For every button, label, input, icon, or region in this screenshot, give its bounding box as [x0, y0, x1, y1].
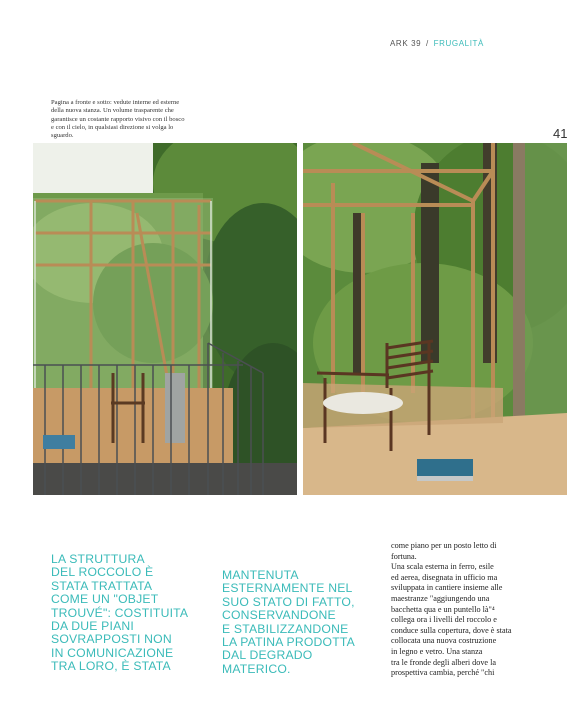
page-number: 41: [553, 126, 568, 141]
pull-quote-second: MANTENUTA ESTERNAMENTE NEL SUO STATO DI FATTO, CONSERVANDONE E STABILIZZANDONE LA PATINA PRODOTTA DAL DEGRADO MATERICO.: [222, 568, 355, 676]
photo-exterior-glass-room: [33, 143, 297, 495]
photo-caption: Pagina a fronte e sotto: vedute interne ed esterne della nuova stanza. Un volume trasparente che garantisce un costante rapporto visivo con il bosco e con il cielo, in qualsiasi direzione si volga lo sguardo.: [51, 99, 185, 140]
pull-quote-first: LA STRUTTURA DEL ROCCOLO È STATA TRATTATA COME UN "OBJET TROUVÉ": COSTITUITA DA DUE PIANI SOVRAPPOSTI NON IN COMUNICAZIONE TRA LORO, È STATA: [51, 552, 189, 674]
interior-photo-illustration: [303, 143, 567, 495]
photo-interior-with-chair: [303, 143, 567, 495]
magazine-issue: ARK 39: [390, 39, 422, 48]
exterior-photo-illustration: [33, 143, 297, 495]
running-header: [390, 39, 484, 48]
body-text-column: come piano per un posto letto di fortuna. Una scala esterna in ferro, esile ed aerea, disegnata in ufficio ma sviluppata in cantiere insieme alle maestranze "aggiungendo una bacchetta qua e un puntello là"⁴ collega ora i livelli del roccolo e conduce sulla copertura, dove è stata collocata una nuova costruzione in legno e vetro. Una stanza tra le fronde degli alberi dove la prospettiva cambia, perché "chi: [391, 541, 512, 678]
header-separator: /: [426, 39, 429, 48]
section-name: FRUGALITÀ: [433, 39, 484, 48]
